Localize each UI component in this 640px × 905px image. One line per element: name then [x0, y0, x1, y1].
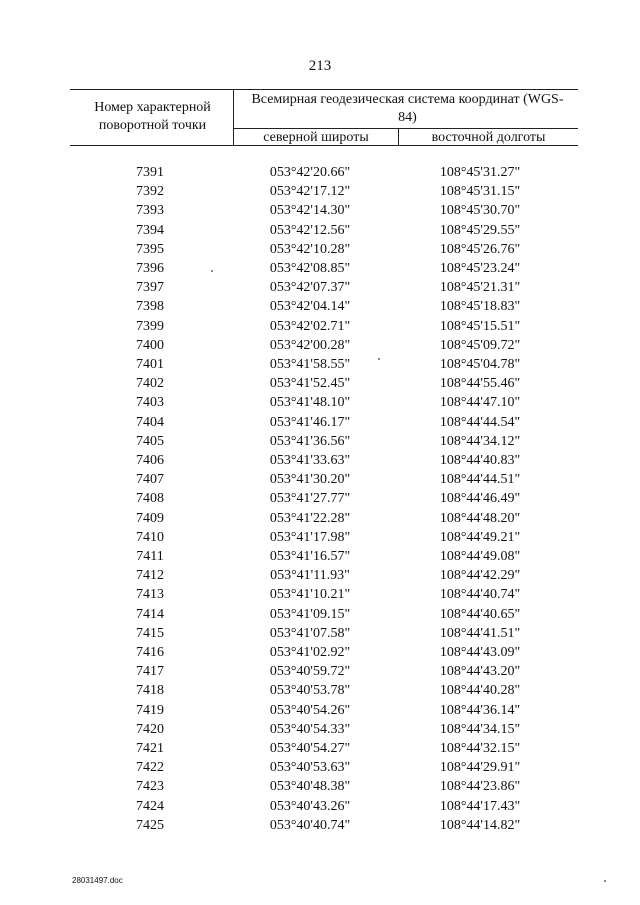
longitude-cell: 108°45'29.55": [439, 222, 521, 238]
table-row: [0, 184, 640, 203]
scan-speck: [604, 880, 606, 882]
longitude-cell: 108°44'41.51": [439, 625, 521, 641]
latitude-cell: 053°40'53.63": [269, 760, 351, 776]
latitude-cell: 053°40'40.74": [269, 817, 351, 833]
table-row: [0, 703, 640, 722]
table-row: [0, 357, 640, 376]
point-number-cell: 7402: [136, 376, 164, 392]
longitude-cell: 108°44'14.82": [439, 817, 521, 833]
longitude-cell: 108°44'23.86": [439, 779, 521, 795]
table-row: [0, 511, 640, 530]
latitude-cell: 053°41'33.63": [269, 453, 351, 468]
longitude-cell: 108°44'29.91": [439, 760, 521, 776]
point-number-cell: 7395: [136, 241, 164, 257]
longitude-cell: 108°44'32.15": [439, 741, 521, 756]
latitude-cell: 053°40'48.38": [269, 779, 351, 795]
point-number-cell: 7405: [136, 433, 164, 449]
longitude-cell: 108°44'55.46": [439, 376, 521, 392]
longitude-cell: 108°44'42.29": [439, 568, 521, 584]
longitude-cell: 108°44'17.43": [439, 798, 521, 814]
footer-filename: 28031497.doc: [72, 876, 123, 885]
table-row: [0, 779, 640, 798]
table-row: [0, 338, 640, 357]
table-row: [0, 242, 640, 261]
latitude-cell: 053°40'59.72": [269, 664, 351, 680]
point-number-cell: 7423: [136, 779, 164, 795]
latitude-cell: 053°42'17.12": [269, 184, 351, 200]
point-number-cell: 7424: [136, 798, 164, 814]
point-number-cell: 7421: [136, 741, 164, 756]
table-row: [0, 818, 640, 837]
longitude-cell: 108°45'18.83": [439, 299, 521, 315]
longitude-cell: 108°45'21.31": [439, 280, 521, 296]
point-number-cell: 7409: [136, 510, 164, 526]
point-number-cell: 7403: [136, 395, 164, 411]
longitude-cell: 108°45'15.51": [439, 318, 521, 334]
latitude-cell: 053°42'08.85": [269, 261, 351, 276]
table-row: [0, 261, 640, 280]
point-number-cell: 7411: [136, 549, 164, 564]
scan-speck: [211, 270, 213, 272]
point-number-cell: 7420: [136, 721, 164, 737]
table-row: [0, 472, 640, 491]
table-row: [0, 434, 640, 453]
table-row: [0, 664, 640, 683]
latitude-cell: 053°40'53.78": [269, 683, 351, 699]
latitude-cell: 053°42'07.37": [269, 280, 351, 296]
point-number-cell: 7416: [136, 645, 164, 660]
table-row: [0, 799, 640, 818]
table-row: [0, 587, 640, 606]
latitude-cell: 053°40'43.26": [269, 798, 351, 814]
longitude-cell: 108°45'09.72": [439, 337, 521, 353]
table-row: [0, 203, 640, 222]
latitude-cell: 053°41'46.17": [269, 414, 351, 430]
latitude-cell: 053°41'11.93": [270, 568, 350, 584]
latitude-cell: 053°41'36.56": [269, 433, 351, 449]
point-number-cell: 7408: [136, 491, 164, 507]
table-row: [0, 280, 640, 299]
latitude-cell: 053°41'22.28": [269, 510, 351, 526]
latitude-cell: 053°41'30.20": [269, 472, 351, 488]
longitude-cell: 108°44'40.83": [439, 453, 521, 468]
table-row: [0, 299, 640, 318]
latitude-cell: 053°41'27.77": [269, 491, 351, 507]
latitude-cell: 053°42'12.56": [269, 222, 351, 238]
longitude-cell: 108°44'34.12": [439, 433, 521, 449]
table-row: [0, 319, 640, 338]
longitude-cell: 108°44'48.20": [439, 510, 521, 526]
table-row: [0, 645, 640, 664]
table-row: [0, 568, 640, 587]
table-row: [0, 741, 640, 760]
longitude-cell: 108°45'23.24": [439, 261, 521, 276]
latitude-cell: 053°41'48.10": [269, 395, 351, 411]
point-number-cell: 7392: [136, 184, 164, 200]
latitude-cell: 053°41'58.55": [269, 357, 351, 372]
longitude-cell: 108°45'31.27": [439, 165, 521, 180]
header-coordinate-system: Всемирная геодезическая система координат (WGS-84): [251, 92, 564, 125]
table-row: [0, 760, 640, 779]
longitude-cell: 108°45'31.15": [439, 184, 521, 200]
point-number-cell: 7417: [136, 664, 164, 680]
table-row: [0, 395, 640, 414]
longitude-cell: 108°44'44.54": [439, 414, 521, 430]
table-row: [0, 549, 640, 568]
table-row: [0, 722, 640, 741]
latitude-cell: 053°40'54.27": [269, 741, 351, 756]
point-number-cell: 7418: [136, 683, 164, 699]
point-number-cell: 7394: [136, 222, 164, 238]
point-number-cell: 7419: [136, 702, 164, 718]
longitude-cell: 108°44'40.65": [439, 606, 521, 622]
point-number-cell: 7393: [136, 203, 164, 219]
point-number-cell: 7415: [136, 625, 164, 641]
longitude-cell: 108°45'04.78": [439, 357, 521, 372]
table-row: [0, 165, 640, 184]
table-row: [0, 607, 640, 626]
latitude-cell: 053°41'09.15": [269, 606, 351, 622]
point-number-cell: 7412: [136, 568, 164, 584]
longitude-cell: 108°44'44.51": [439, 472, 521, 488]
table-row: [0, 223, 640, 242]
point-number-cell: 7413: [136, 587, 164, 603]
latitude-cell: 053°40'54.33": [269, 721, 351, 737]
table-row: [0, 683, 640, 702]
table-row: [0, 376, 640, 395]
latitude-cell: 053°42'14.30": [269, 203, 351, 219]
latitude-cell: 053°42'00.28": [269, 337, 351, 353]
table-row: [0, 415, 640, 434]
table-row: [0, 491, 640, 510]
longitude-cell: 108°44'49.21": [439, 529, 521, 545]
point-number-cell: 7398: [136, 299, 164, 315]
latitude-cell: 053°41'02.92": [269, 645, 351, 660]
latitude-cell: 053°42'10.28": [269, 241, 351, 257]
table-row: [0, 453, 640, 472]
longitude-cell: 108°44'43.20": [439, 664, 521, 680]
page-number: 213: [308, 58, 332, 74]
longitude-cell: 108°44'34.15": [439, 721, 521, 737]
header-top-rule: [70, 89, 578, 90]
longitude-cell: 108°44'40.28": [439, 683, 521, 699]
latitude-cell: 053°42'02.71": [269, 318, 351, 334]
latitude-cell: 053°41'17.98": [269, 529, 351, 545]
longitude-cell: 108°44'36.14": [439, 702, 521, 718]
header-east-longitude: восточной долготы: [431, 130, 546, 145]
latitude-cell: 053°42'20.66": [269, 165, 351, 180]
point-number-cell: 7407: [136, 472, 164, 488]
table-row: [0, 530, 640, 549]
point-number-cell: 7406: [136, 453, 164, 468]
longitude-cell: 108°45'30.70": [439, 203, 521, 219]
latitude-cell: 053°41'52.45": [269, 376, 351, 392]
point-number-cell: 7425: [136, 817, 164, 833]
point-number-cell: 7391: [136, 165, 164, 180]
point-number-cell: 7410: [136, 529, 164, 545]
latitude-cell: 053°41'07.58": [269, 625, 351, 641]
longitude-cell: 108°44'49.08": [439, 549, 521, 564]
longitude-cell: 108°44'46.49": [439, 491, 521, 507]
point-number-cell: 7401: [136, 357, 164, 372]
latitude-cell: 053°40'54.26": [269, 702, 351, 718]
point-number-cell: 7422: [136, 760, 164, 776]
longitude-cell: 108°44'43.09": [439, 645, 521, 660]
latitude-cell: 053°41'16.57": [269, 549, 351, 564]
point-number-cell: 7397: [136, 280, 164, 296]
point-number-cell: 7399: [136, 318, 164, 334]
point-number-cell: 7400: [136, 337, 164, 353]
longitude-cell: 108°45'26.76": [439, 241, 521, 257]
header-point-number: Номер характерной поворотной точки: [94, 100, 211, 133]
point-number-cell: 7396: [136, 261, 164, 276]
latitude-cell: 053°42'04.14": [269, 299, 351, 315]
point-number-cell: 7404: [136, 414, 164, 430]
header-north-latitude: северной широты: [263, 130, 369, 145]
longitude-cell: 108°44'47.10": [439, 395, 521, 411]
latitude-cell: 053°41'10.21": [269, 587, 351, 603]
longitude-cell: 108°44'40.74": [439, 587, 521, 603]
table-row: [0, 626, 640, 645]
point-number-cell: 7414: [136, 606, 164, 622]
scan-speck: [378, 358, 380, 360]
